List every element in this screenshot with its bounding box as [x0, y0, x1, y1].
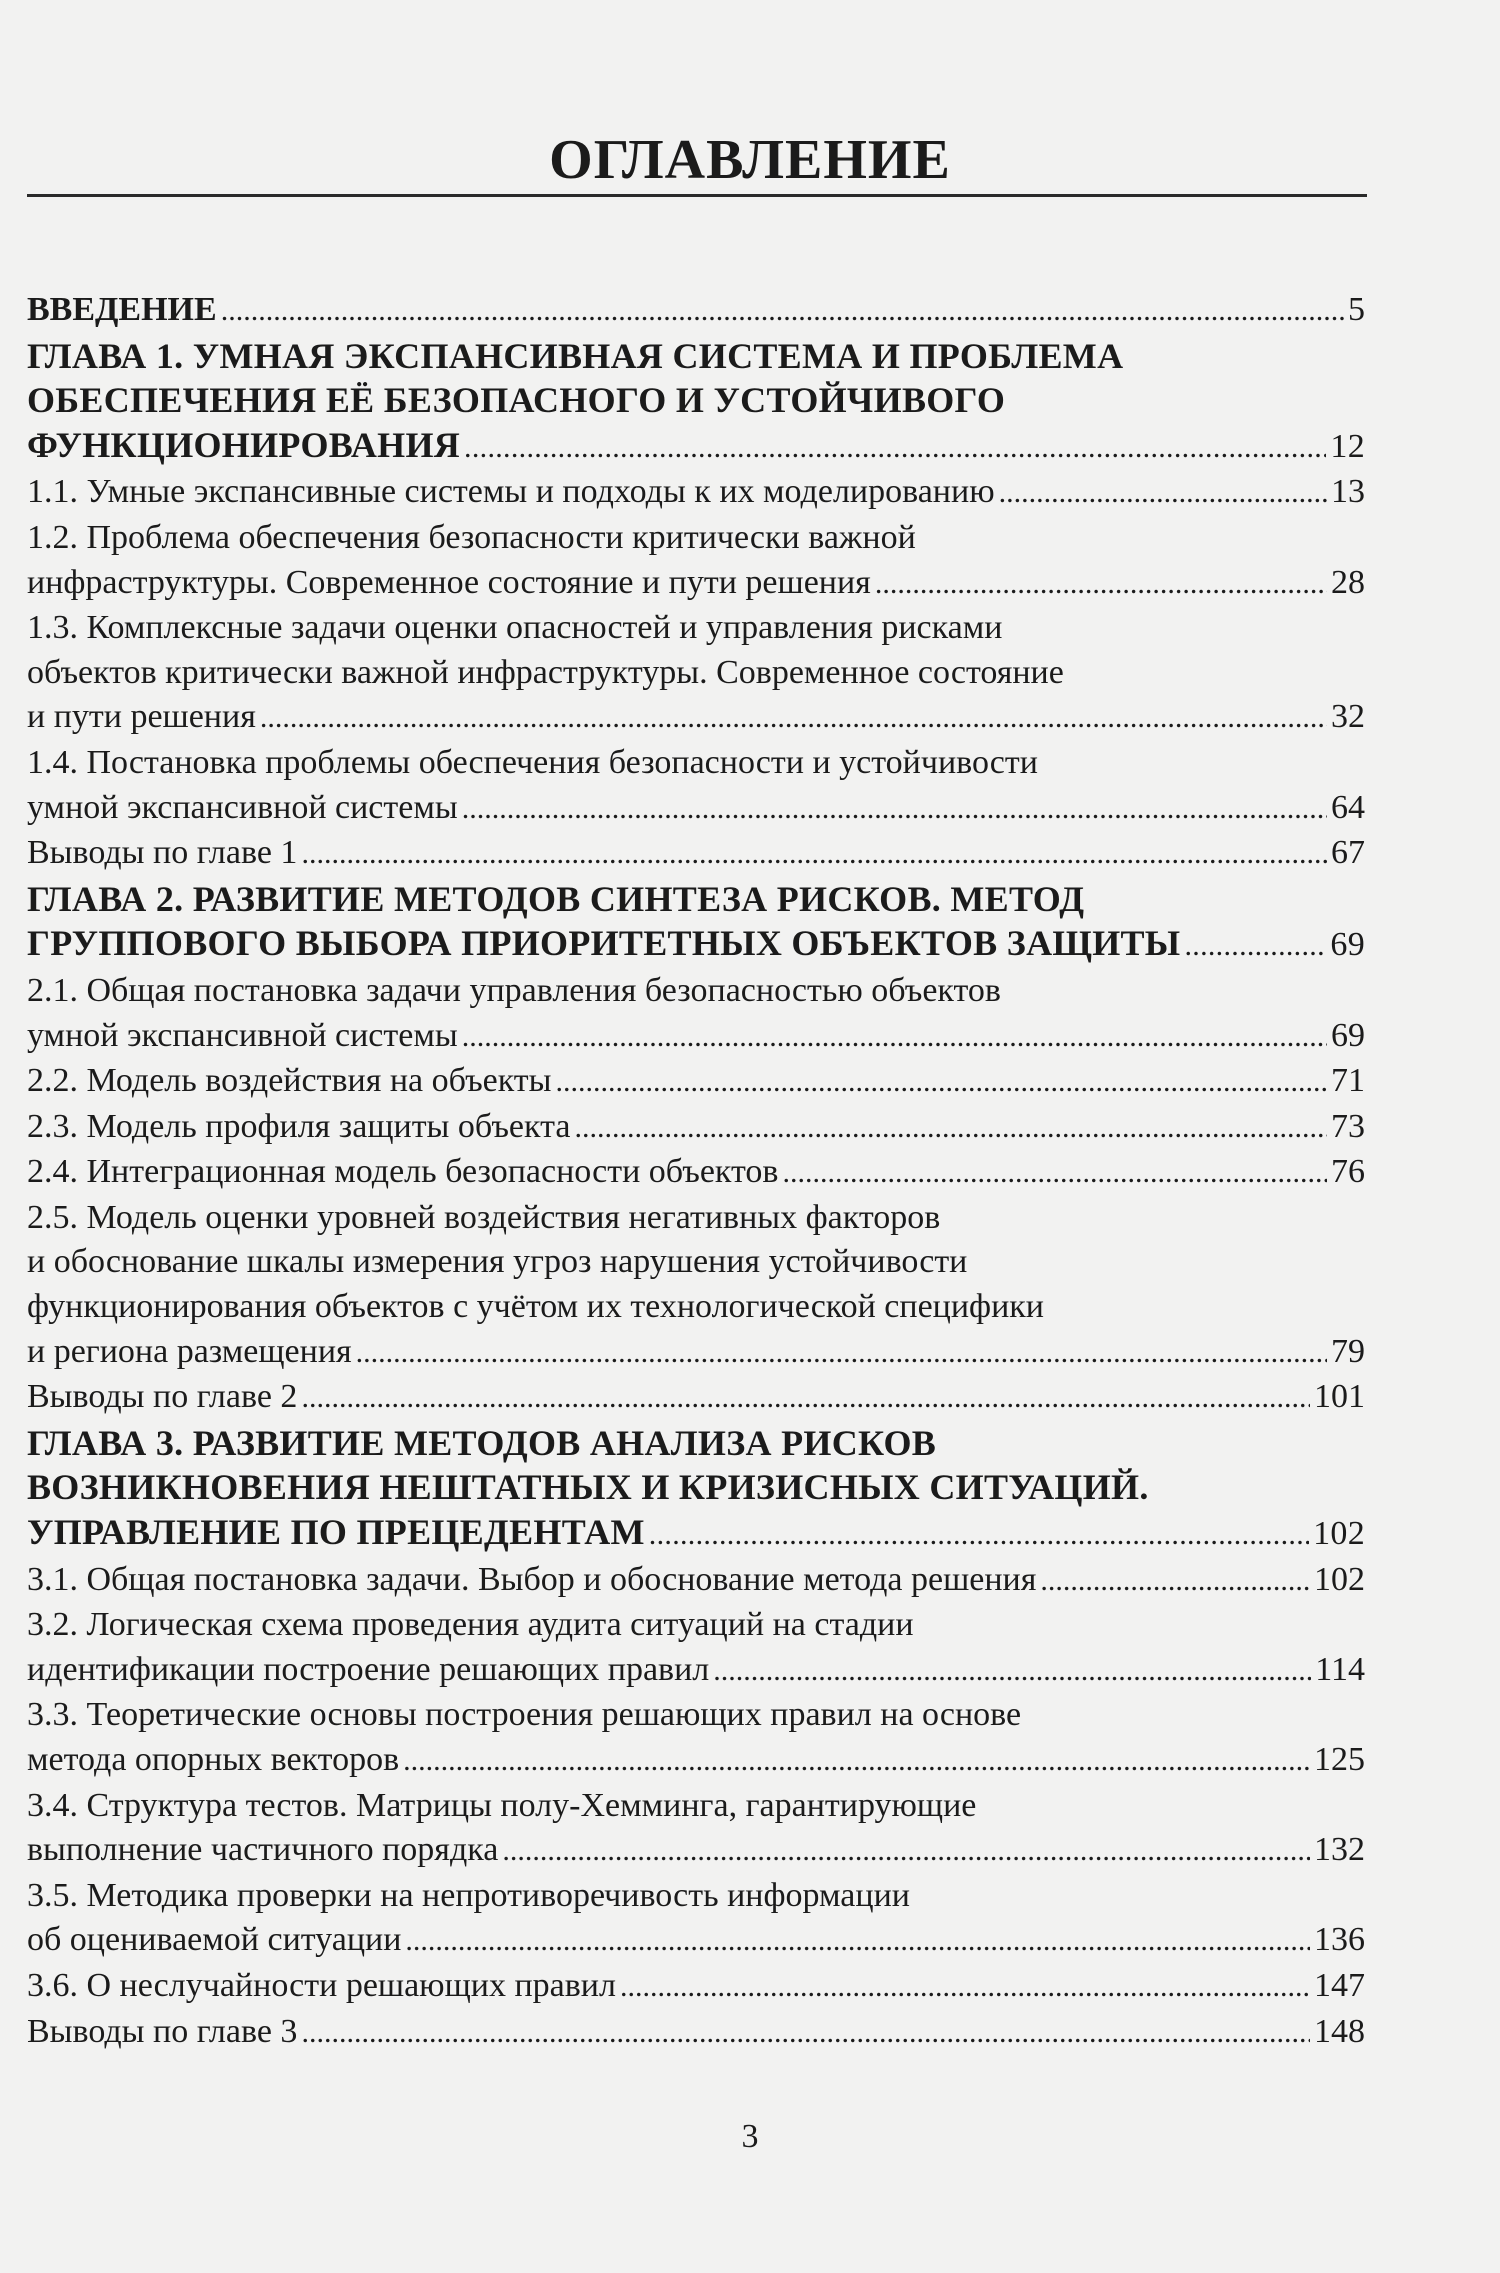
toc-line — [27, 1828, 1365, 1874]
toc-entry-text: Выводы по главе 3 — [27, 2012, 298, 2050]
toc-line — [27, 1738, 1365, 1784]
toc-entry-text: 2.2. Модель воздействия на объекты — [27, 1062, 552, 1100]
toc-page-number: 101 — [1314, 1378, 1365, 1416]
toc-entry — [27, 969, 1365, 1059]
toc-page-number: 102 — [1314, 1560, 1365, 1598]
toc-entry — [27, 1375, 1365, 1421]
toc-page-number: 67 — [1331, 834, 1365, 872]
toc-page-number: 28 — [1331, 563, 1365, 601]
dot-leader — [462, 787, 1327, 832]
toc-entry — [27, 831, 1365, 877]
dot-leader — [464, 426, 1326, 471]
toc-entry — [27, 1874, 1365, 1964]
toc-entry-text: ФУНКЦИОНИРОВАНИЯ — [27, 424, 461, 465]
dot-leader — [713, 1649, 1311, 1694]
toc-line — [27, 1964, 1365, 2010]
toc-line — [27, 1375, 1365, 1421]
toc-entry-text: идентификации построение решающих правил — [27, 1650, 710, 1688]
toc-line — [27, 1918, 1365, 1964]
toc-page-number: 69 — [1331, 1016, 1365, 1054]
toc-entry-text: ОБЕСПЕЧЕНИЯ ЕЁ БЕЗОПАСНОГО И УСТОЙЧИВОГО — [27, 380, 1006, 421]
dot-leader — [403, 1739, 1310, 1784]
page-number: 3 — [741, 2118, 759, 2155]
toc-page-number: 69 — [1330, 926, 1365, 964]
dot-leader — [462, 1015, 1327, 1060]
toc-line — [27, 1874, 1365, 1919]
toc-line — [27, 288, 1365, 334]
page-title: ОГЛАВЛЕНИЕ — [549, 129, 951, 191]
dot-leader — [260, 696, 1327, 741]
toc-line — [27, 516, 1365, 561]
toc-entry-text: ГЛАВА 1. УМНАЯ ЭКСПАНСИВНАЯ СИСТЕМА И ПРОБЛЕМА — [27, 335, 1124, 376]
toc-page-number: 12 — [1330, 427, 1365, 465]
toc-entry — [27, 1693, 1365, 1783]
dot-leader — [301, 832, 1327, 877]
toc-entry-text: 2.1. Общая постановка задачи управления безопасностью объектов — [27, 971, 1001, 1009]
toc-line — [27, 877, 1365, 922]
toc-entry — [27, 516, 1365, 606]
table-of-contents — [27, 288, 1365, 2055]
toc-entry — [27, 2010, 1365, 2056]
toc-entry-text: 3.5. Методика проверки на непротиворечивость информации — [27, 1876, 910, 1914]
toc-entry-text: УПРАВЛЕНИЕ ПО ПРЕЦЕДЕНТАМ — [27, 1512, 645, 1553]
toc-entry-text: Выводы по главе 2 — [27, 1378, 298, 1416]
dot-leader — [649, 1513, 1309, 1558]
toc-entry — [27, 741, 1365, 831]
toc-entry-text: 1.1. Умные экспансивные системы и подходы к их моделированию — [27, 473, 995, 511]
toc-entry-text: ГЛАВА 3. РАЗВИТИЕ МЕТОДОВ АНАЛИЗА РИСКОВ — [27, 1422, 937, 1463]
toc-line — [27, 1285, 1365, 1330]
toc-entry — [27, 1784, 1365, 1874]
toc-page-number: 114 — [1315, 1650, 1365, 1688]
toc-entry-text: 3.4. Структура тестов. Матрицы полу-Хемминга, гарантирующие — [27, 1786, 977, 1824]
toc-entry-text: 1.3. Комплексные задачи оценки опасностей и управления рисками — [27, 609, 1003, 647]
toc-line — [27, 1465, 1365, 1510]
dot-leader — [356, 1331, 1327, 1376]
toc-line — [27, 1648, 1365, 1694]
toc-entry-text: умной экспансивной системы — [27, 1016, 458, 1054]
dot-leader — [556, 1060, 1327, 1105]
toc-line — [27, 470, 1365, 516]
toc-entry-text: 3.2. Логическая схема проведения аудита ситуаций на стадии — [27, 1606, 914, 1644]
toc-line — [27, 1330, 1365, 1376]
toc-entry — [27, 606, 1365, 741]
toc-entry-text: 2.3. Модель профиля защиты объекта — [27, 1107, 571, 1145]
toc-line — [27, 1150, 1365, 1196]
toc-line — [27, 606, 1365, 651]
toc-line — [27, 695, 1365, 741]
toc-page-number: 102 — [1313, 1515, 1365, 1553]
toc-line — [27, 1603, 1365, 1648]
toc-entry-text: 1.4. Постановка проблемы обеспечения безопасности и устойчивости — [27, 743, 1038, 781]
toc-page-number: 76 — [1331, 1153, 1365, 1191]
dot-leader — [405, 1919, 1310, 1964]
dot-leader — [999, 471, 1327, 516]
toc-entry-text: выполнение частичного порядка — [27, 1831, 499, 1869]
toc-entry — [27, 1196, 1365, 1375]
toc-entry — [27, 1150, 1365, 1196]
dot-leader — [574, 1106, 1327, 1151]
toc-entry-text: и региона размещения — [27, 1332, 352, 1370]
toc-entry-text: 3.1. Общая постановка задачи. Выбор и обоснование метода решения — [27, 1560, 1037, 1598]
toc-entry-text: об оцениваемой ситуации — [27, 1921, 402, 1959]
toc-page-number: 73 — [1331, 1107, 1365, 1145]
toc-line — [27, 651, 1365, 696]
toc-entry-text: объектов критически важной инфраструктуры. Современное состояние — [27, 653, 1064, 691]
toc-page-number: 147 — [1314, 1966, 1365, 2004]
toc-page-number: 71 — [1331, 1062, 1365, 1100]
toc-line — [27, 1784, 1365, 1829]
toc-entry — [27, 1603, 1365, 1693]
dot-leader — [782, 1151, 1327, 1196]
toc-page-number: 79 — [1331, 1332, 1365, 1370]
dot-leader — [620, 1965, 1310, 2010]
toc-entry — [27, 1964, 1365, 2010]
toc-line — [27, 1510, 1365, 1558]
toc-line — [27, 786, 1365, 832]
toc-chapter-entry — [27, 1421, 1365, 1558]
toc-page-number: 13 — [1331, 473, 1365, 511]
toc-entry-text: и обоснование шкалы измерения угроз нарушения устойчивости — [27, 1243, 968, 1281]
toc-line — [27, 741, 1365, 786]
toc-entry-text: Выводы по главе 1 — [27, 834, 298, 872]
toc-entry-text: 2.4. Интеграционная модель безопасности объектов — [27, 1153, 779, 1191]
toc-page-number: 5 — [1348, 291, 1365, 328]
toc-entry — [27, 1558, 1365, 1604]
toc-line — [27, 1693, 1365, 1738]
toc-line — [27, 921, 1365, 969]
toc-page-number: 132 — [1314, 1831, 1365, 1869]
title-underline — [27, 194, 1367, 197]
toc-entry — [27, 1059, 1365, 1105]
toc-line — [27, 831, 1365, 877]
toc-chapter-entry — [27, 334, 1365, 471]
toc-entry-text: 1.2. Проблема обеспечения безопасности критически важной — [27, 518, 916, 556]
toc-line — [27, 1196, 1365, 1241]
dot-leader — [221, 289, 1344, 334]
toc-entry-text: ВОЗНИКНОВЕНИЯ НЕШТАТНЫХ И КРИЗИСНЫХ СИТУАЦИЙ. — [27, 1467, 1149, 1508]
toc-chapter-entry — [27, 288, 1365, 334]
dot-leader — [301, 2011, 1310, 2056]
dot-leader — [1184, 924, 1326, 969]
toc-page-number: 64 — [1331, 788, 1365, 826]
toc-entry-text: ВВЕДЕНИЕ — [27, 291, 217, 328]
dot-leader — [301, 1376, 1310, 1421]
toc-line — [27, 1558, 1365, 1604]
toc-line — [27, 334, 1365, 379]
dot-leader — [1040, 1559, 1310, 1604]
toc-page-number: 32 — [1331, 698, 1365, 736]
toc-entry-text: умной экспансивной системы — [27, 788, 458, 826]
toc-line — [27, 1059, 1365, 1105]
toc-line — [27, 969, 1365, 1014]
dot-leader — [502, 1829, 1310, 1874]
toc-page-number: 136 — [1314, 1921, 1365, 1959]
dot-leader — [875, 562, 1327, 607]
toc-entry — [27, 1105, 1365, 1151]
toc-line — [27, 1105, 1365, 1151]
toc-entry-text: ГРУППОВОГО ВЫБОРА ПРИОРИТЕТНЫХ ОБЪЕКТОВ ЗАЩИТЫ — [27, 923, 1181, 964]
toc-entry-text: 3.3. Теоретические основы построения решающих правил на основе — [27, 1696, 1022, 1734]
toc-line — [27, 1014, 1365, 1060]
toc-chapter-entry — [27, 877, 1365, 969]
toc-entry-text: и пути решения — [27, 698, 256, 736]
toc-line — [27, 2010, 1365, 2056]
toc-entry-text: 2.5. Модель оценки уровней воздействия негативных факторов — [27, 1198, 941, 1236]
toc-page-number: 148 — [1314, 2012, 1365, 2050]
toc-entry-text: инфраструктуры. Современное состояние и пути решения — [27, 563, 871, 601]
toc-page-number: 125 — [1314, 1741, 1365, 1778]
toc-line — [27, 423, 1365, 471]
toc-line — [27, 1240, 1365, 1285]
toc-entry-text: функционирования объектов с учётом их технологической специфики — [27, 1288, 1044, 1326]
toc-line — [27, 1421, 1365, 1466]
toc-line — [27, 561, 1365, 607]
toc-line — [27, 378, 1365, 423]
toc-entry — [27, 470, 1365, 516]
toc-entry-text: метода опорных векторов — [27, 1741, 400, 1778]
toc-entry-text: 3.6. О неслучайности решающих правил — [27, 1966, 616, 2004]
toc-entry-text: ГЛАВА 2. РАЗВИТИЕ МЕТОДОВ СИНТЕЗА РИСКОВ. МЕТОД — [27, 878, 1085, 919]
